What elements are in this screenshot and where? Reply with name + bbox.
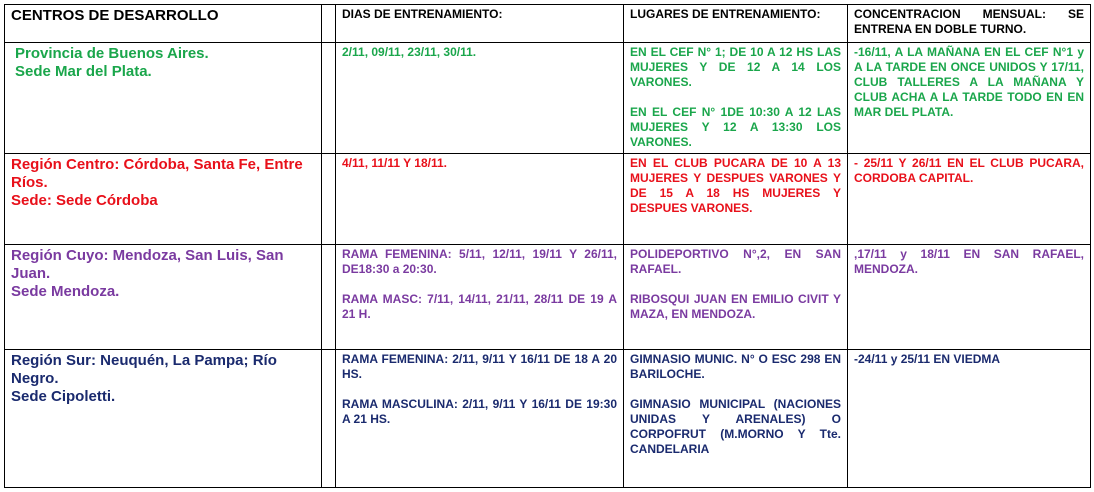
header-lugares [624,5,848,43]
dias-text: RAMA MASC: 7/11, 14/11, 21/11, 28/11 DE 19 A 21 H. [342,292,617,321]
centro-cell [5,350,322,488]
lugares-text: EN EL CEF N° 1; DE 10 A 12 HS LAS MUJERES Y DE 12 A 14 LOS VARONES. [630,45,841,89]
centro-region: Región Centro: Córdoba, Santa Fe, Entre Ríos. [11,156,303,191]
header-concentracion [848,5,1091,43]
dias-cell [336,154,624,245]
lugares-cell [624,350,848,488]
lugares-cell [624,43,848,154]
concentracion-text: ,17/11 y 18/11 EN SAN RAFAEL, MENDOZA. [854,247,1084,276]
lugares-text: EN EL CEF N° 1DE 10:30 A 12 LAS MUJERES Y 12 A 13:30 LOS VARONES. [630,105,841,149]
lugares-text: GIMNASIO MUNICIPAL (NACIONES UNIDAS Y ARENALES) O CORPOFRUT (M.MORNO Y Tte. CANDELARIA [630,397,841,456]
paragraph-gap [630,90,841,105]
lugares-text: POLIDEPORTIVO N°,2, EN SAN RAFAEL. [630,247,841,276]
header-row [5,5,1091,43]
dias-cell [336,350,624,488]
spacer-cell [322,5,336,43]
header-concentracion-label: CONCENTRACION MENSUAL: SE ENTRENA EN DOBLE TURNO. [854,7,1084,36]
dias-cell [336,43,624,154]
centro-sede: Sede Mendoza. [11,283,120,300]
training-schedule-table [4,4,1091,488]
centro-region: Región Cuyo: Mendoza, San Luis, San Juan. [11,247,284,282]
table-row [5,154,1091,245]
dias-text: RAMA MASCULINA: 2/11, 9/11 Y 16/11 DE 19:30 A 21 HS. [342,397,617,426]
concentracion-cell [848,350,1091,488]
lugares-text: GIMNASIO MUNIC. N° O ESC 298 EN BARILOCHE. [630,352,841,381]
lugares-text: RIBOSQUI JUAN EN EMILIO CIVIT Y MAZA, EN MENDOZA. [630,292,841,321]
centro-sede: Sede: Sede Córdoba [11,192,158,209]
paragraph-gap [342,382,617,397]
centro-cell [5,154,322,245]
spacer-cell [322,245,336,350]
paragraph-gap [342,277,617,292]
header-dias-label: DIAS DE ENTRENAMIENTO: [342,7,503,21]
centro-region: Provincia de Buenos Aires. [15,45,209,62]
header-centros-label: CENTROS DE DESARROLLO [11,7,219,24]
header-centros [5,5,322,43]
dias-text: 4/11, 11/11 Y 18/11. [342,156,448,170]
spacer-cell [322,43,336,154]
centro-region: Región Sur: Neuquén, La Pampa; Río Negro. [11,352,277,387]
dias-cell [336,245,624,350]
table-row [5,245,1091,350]
centro-cell [5,245,322,350]
centro-sede: Sede Cipoletti. [11,388,116,405]
concentracion-text: -16/11, A LA MAÑANA EN EL CEF N°1 y A LA TARDE EN ONCE UNIDOS Y 17/11, CLUB TALLERES A LA MAÑANA Y CLUB ACHA A LA TARDE TODO EN EN MAR DEL PLATA. [854,45,1084,119]
header-dias [336,5,624,43]
concentracion-cell [848,43,1091,154]
paragraph-gap [630,382,841,397]
lugares-cell [624,245,848,350]
lugares-text: EN EL CLUB PUCARA DE 10 A 13 MUJERES Y DESPUES VARONES Y DE 15 A 18 HS MUJERES Y DESPUES VARONES. [630,156,841,215]
dias-text: RAMA FEMENINA: 5/11, 12/11, 19/11 Y 26/11, DE18:30 a 20:30. [342,247,617,276]
concentracion-cell [848,245,1091,350]
dias-text: RAMA FEMENINA: 2/11, 9/11 Y 16/11 DE 18 A 20 HS. [342,352,617,381]
paragraph-gap [630,277,841,292]
concentracion-text: - 25/11 Y 26/11 EN EL CLUB PUCARA, CORDOBA CAPITAL. [854,156,1084,185]
lugares-cell [624,154,848,245]
centro-cell [5,43,322,154]
table-row [5,43,1091,154]
concentracion-cell [848,154,1091,245]
concentracion-text: -24/11 y 25/11 EN VIEDMA [854,352,1001,366]
table-row [5,350,1091,488]
spacer-cell [322,350,336,488]
dias-text: 2/11, 09/11, 23/11, 30/11. [342,45,477,59]
centro-sede: Sede Mar del Plata. [15,63,152,80]
header-lugares-label: LUGARES DE ENTRENAMIENTO: [630,7,821,21]
spacer-cell [322,154,336,245]
